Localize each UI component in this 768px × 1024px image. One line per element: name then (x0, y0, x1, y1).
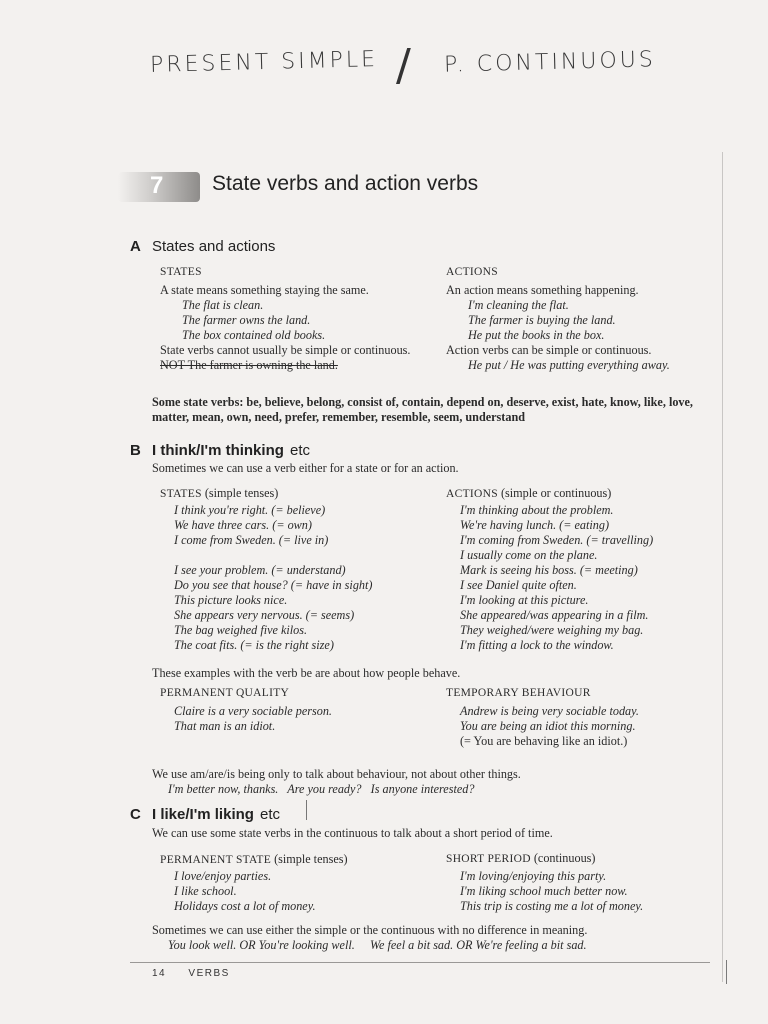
example-line: Mark is seeing his boss. (= meeting) (460, 563, 638, 577)
perm-state-label: PERMANENT STATE (160, 854, 272, 866)
perm-quality-column (152, 704, 332, 734)
temporary-behaviour-label: TEMPORARY BEHAVIOUR (446, 687, 591, 699)
states-label: STATES (160, 266, 202, 278)
example-line: They weighed/were weighing my bag. (460, 623, 644, 637)
b-actions-label-suffix: (simple or continuous) (500, 486, 612, 500)
handwritten-title-right: P. CONTINUOUS (443, 47, 657, 78)
example-line: The bag weighed five kilos. (174, 623, 308, 637)
perm-state-header (160, 852, 348, 868)
example-line: She appeared/was appearing in a film. (460, 608, 649, 622)
example-line: He put / He was putting everything away. (468, 358, 670, 372)
section-c-outro: Sometimes we can use either the simple or the continuous with no difference in meaning. (152, 923, 588, 937)
margin-mark (726, 960, 727, 984)
b-actions-header (446, 486, 611, 502)
example-line: I'm loving/enjoying this party. (460, 869, 607, 883)
example-line: Do you see that house? (= have in sight) (174, 578, 373, 592)
actions-label: ACTIONS (446, 266, 498, 278)
section-b-letter: B (130, 442, 141, 459)
example-line: I see Daniel quite often. (460, 578, 577, 592)
example-line: The coat fits. (= is the right size) (174, 638, 334, 652)
handwritten-slash: / (396, 40, 411, 91)
example-line: Claire is a very sociable person. (174, 704, 332, 718)
example-line: I come from Sweden. (= live in) (174, 533, 329, 547)
example-line: I'm looking at this picture. (460, 593, 589, 607)
text-line: State verbs cannot usually be simple or continuous. (160, 343, 411, 357)
short-period-header (446, 851, 595, 867)
perm-state-column (152, 869, 316, 914)
example-line: We have three cars. (= own) (174, 518, 312, 532)
section-b-intro: Sometimes we can use a verb either for a state or for an action. (152, 461, 459, 475)
margin-line (722, 152, 723, 982)
section-c-intro: We can use some state verbs in the continuous to talk about a short period of time. (152, 826, 553, 840)
text-line: A state means something staying the same. (160, 283, 369, 297)
example-line: I usually come on the plane. (460, 548, 598, 562)
example-line: I'm coming from Sweden. (= travelling) (460, 533, 654, 547)
states-column (160, 283, 410, 373)
example-line: The farmer owns the land. (182, 313, 311, 327)
example-line: I'm liking school much better now. (460, 884, 628, 898)
text-line: Action verbs can be simple or continuous. (446, 343, 652, 357)
example-line: I think you're right. (= believe) (174, 503, 326, 517)
unit-number: 7 (150, 172, 164, 199)
example-line: We're having lunch. (= eating) (460, 518, 610, 532)
section-c-title-suffix: etc (260, 806, 281, 823)
example-line: He put the books in the box. (468, 328, 605, 342)
section-b-title: I think/I'm thinking (152, 442, 284, 459)
pen-tick (306, 800, 307, 820)
example-line: Andrew is being very sociable today. (460, 704, 639, 718)
section-c-letter: C (130, 806, 141, 823)
section-c-outro-examples: You look well. OR You're looking well. We feel a bit sad. OR We're feeling a bit sad. (168, 938, 587, 952)
temp-behaviour-column (438, 704, 639, 749)
b-states-column (152, 503, 372, 653)
permanent-quality-label: PERMANENT QUALITY (160, 687, 290, 699)
incorrect-example: NOT The farmer is owning the land. (160, 358, 338, 372)
section-a-title: States and actions (152, 238, 276, 255)
use-being-line: We use am/are/is being only to talk about behaviour, not about other things. (152, 767, 521, 781)
state-verbs-list-1: Some state verbs: be, believe, belong, consist of, contain, depend on, deserve, exist, hate, know, like, love, (152, 395, 693, 409)
example-line: I'm fitting a lock to the window. (460, 638, 614, 652)
b-states-header (160, 486, 278, 502)
use-being-examples: I'm better now, thanks. Are you ready? Is anyone interested? (168, 782, 475, 796)
example-line: I'm cleaning the flat. (468, 298, 569, 312)
section-a-letter: A (130, 238, 141, 255)
note-line: (= You are behaving like an idiot.) (460, 734, 628, 748)
example-line: She appears very nervous. (= seems) (174, 608, 355, 622)
example-line: That man is an idiot. (174, 719, 276, 733)
be-intro: These examples with the verb be are about how people behave. (152, 666, 461, 680)
section-b-title-suffix: etc (290, 442, 311, 459)
example-line: This picture looks nice. (174, 593, 288, 607)
example-line: This trip is costing me a lot of money. (460, 899, 644, 913)
handwritten-title-left: PRESENT SIMPLE (149, 47, 379, 78)
example-line: The farmer is buying the land. (468, 313, 616, 327)
footer (152, 968, 230, 979)
short-period-label: SHORT PERIOD (446, 853, 531, 865)
example-line: I like school. (174, 884, 237, 898)
spacer-line (152, 548, 372, 563)
actions-column (446, 283, 670, 373)
example-line: Holidays cost a lot of money. (174, 899, 316, 913)
b-actions-column (438, 503, 653, 653)
example-line: I see your problem. (= understand) (174, 563, 346, 577)
short-period-suffix: (continuous) (533, 851, 596, 865)
footer-rule (130, 962, 710, 963)
example-line: The box contained old books. (182, 328, 326, 342)
section-c-title: I like/I'm liking (152, 806, 254, 823)
b-states-label-suffix: (simple tenses) (204, 486, 279, 500)
example-line: The flat is clean. (182, 298, 264, 312)
state-verbs-list-2: matter, mean, own, need, prefer, remember, resemble, seem, understand (152, 410, 526, 424)
example-line: You are being an idiot this morning. (460, 719, 636, 733)
perm-state-suffix: (simple tenses) (274, 852, 348, 866)
b-states-label: STATES (160, 488, 202, 500)
b-actions-label: ACTIONS (446, 488, 498, 500)
example-line: I'm thinking about the problem. (460, 503, 614, 517)
example-line: I love/enjoy parties. (174, 869, 272, 883)
unit-title: State verbs and action verbs (212, 172, 479, 195)
page-number: 14 (152, 968, 167, 979)
short-period-column (438, 869, 643, 914)
footer-section: VERBS (188, 968, 230, 979)
text-line: An action means something happening. (446, 283, 639, 297)
